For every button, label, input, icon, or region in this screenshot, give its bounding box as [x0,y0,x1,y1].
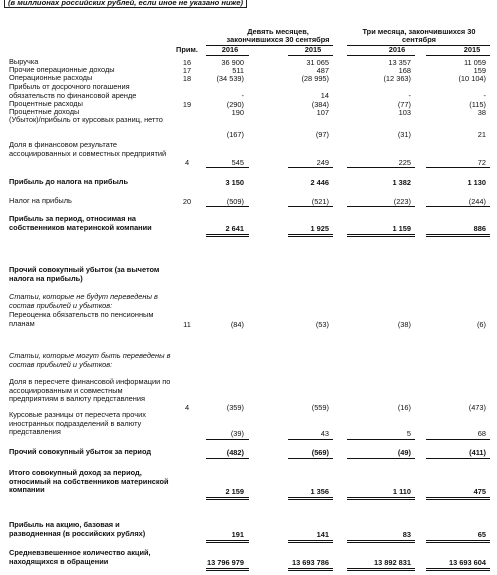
total-double-rule [426,568,490,571]
cell-value: (223) [393,197,411,206]
row-label-interest-expense: Процентные расходы [9,99,83,108]
row-note: 19 [182,100,192,109]
cell-value: (509) [226,197,244,206]
total-double-rule [426,540,490,543]
row-note: 16 [182,58,192,67]
header-rule [288,55,333,56]
cell-value: - [483,91,486,100]
cell-value: (244) [468,197,486,206]
total-double-rule [347,234,415,237]
subtotal-rule [347,458,415,459]
cell-value: (10 104) [458,74,486,83]
cell-value: (6) [476,320,486,329]
units-note: (в миллионах российских рублей, если иное не указано ниже) [4,0,247,8]
subtotal-rule [206,167,249,168]
row-label-income-tax: Налог на прибыль [9,196,72,205]
total-double-rule [347,497,415,500]
row-label-operating-expenses: Операционные расходы [9,73,93,82]
section-heading-oci: Прочий совокупный убыток (за вычетом налога на прибыль) [9,265,160,283]
row-label-lease-gain: Прибыль от досрочного погашения обязательств по финансовой аренде [9,82,137,100]
subtotal-rule [347,167,415,168]
cell-value: (31) [397,130,411,139]
cell-value: 511 [232,66,244,75]
cell-value: 31 065 [306,58,329,67]
cell-value: 475 [473,487,486,496]
subtotal-rule [206,206,249,207]
cell-value: 68 [477,429,486,438]
cell-value: 886 [473,224,486,233]
cell-value: (411) [469,448,486,457]
cell-value: (28 995) [301,74,329,83]
total-double-rule [206,568,249,571]
cell-value: 21 [477,130,486,139]
cell-value: (16) [397,403,411,412]
row-label-eps: Прибыль на акцию, базовая и разводненная (в российских рублях) [9,520,146,538]
header-rule [206,55,249,56]
cell-value: 13 892 831 [374,558,411,567]
row-note: 18 [182,74,192,83]
total-double-rule [288,568,333,571]
cell-value: 38 [477,108,486,117]
cell-value: (359) [226,403,244,412]
cell-value: 65 [477,530,486,539]
row-label-fx-translation: Курсовые разницы от пересчета прочих иностранных подразделений в валюту представления [9,410,146,437]
cell-value: 14 [320,91,329,100]
subheading-may-be-reclassified: Статьи, которые могут быть переведены в состав прибылей и убытков: [9,351,171,369]
cell-value: 2 446 [310,178,329,187]
cell-value: 191 [231,530,244,539]
cell-value: 5 [406,429,411,438]
cell-value: (473) [468,403,486,412]
row-note: 11 [183,320,191,329]
row-label-oci-total: Прочий совокупный убыток за период [9,447,152,456]
cell-value: (569) [311,448,329,457]
row-label-profit-before-tax: Прибыль до налога на прибыль [9,177,128,186]
cell-value: (38) [397,320,411,329]
cell-value: (84) [230,320,244,329]
subtotal-rule [288,439,333,440]
row-label-revenue: Выручка [9,57,39,66]
total-double-rule [206,540,249,543]
cell-value: 36 900 [221,58,244,67]
cell-value: - [408,91,411,100]
row-label-profit-for-period: Прибыль за период, относимая на собственников материнской компании [9,214,152,232]
subtotal-rule [426,458,490,459]
cell-value: (521) [311,197,329,206]
row-note: 4 [184,158,190,167]
subtotal-rule [426,439,490,440]
cell-value: (290) [226,100,244,109]
subtotal-rule [426,167,490,168]
total-double-rule [288,234,333,237]
cell-value: 190 [231,108,244,117]
cell-value: - [241,91,244,100]
row-note: 4 [184,403,190,412]
row-label-other-income: Прочие операционные доходы [9,65,115,74]
subtotal-rule [426,206,490,207]
total-double-rule [288,540,333,543]
cell-value: 3 150 [225,178,244,187]
total-double-rule [347,540,415,543]
cell-value: (167) [226,130,244,139]
subheading-not-reclassified: Статьи, которые не будут переведены в состав прибылей и убытков: [9,292,158,310]
cell-value: (559) [311,403,329,412]
cell-value: (482) [226,448,244,457]
header-rule [426,55,490,56]
cell-value: 168 [398,66,411,75]
cell-value: (77) [397,100,411,109]
cell-value: 1 356 [310,487,329,496]
cell-value: 1 130 [467,178,486,187]
cell-value: 141 [316,530,329,539]
cell-value: 11 059 [463,58,486,67]
row-note: 17 [182,66,192,75]
cell-value: 249 [316,158,329,167]
cell-value: 83 [402,530,411,539]
cell-value: (34 539) [216,74,244,83]
subtotal-rule [288,206,333,207]
row-label-associates-translation: Доля в пересчете финансовой информации по ассоциированным и совместным предприятиям в валюту представления [9,377,171,404]
cell-value: 1 159 [392,224,411,233]
cell-value: (53) [315,320,329,329]
cell-value: (39) [230,429,244,438]
header-3m-2015: 2015 [463,45,481,54]
cell-value: 103 [398,108,411,117]
subtotal-rule [347,439,415,440]
cell-value: (115) [469,100,486,109]
cell-value: 1 925 [310,224,329,233]
total-double-rule [426,234,490,237]
subtotal-rule [347,206,415,207]
row-label-pension-remeasurement: Переоценка обязательств по пенсионным планам [9,310,154,328]
total-double-rule [347,568,415,571]
cell-value: 13 693 786 [292,558,329,567]
cell-value: 1 382 [392,178,411,187]
subtotal-rule [206,458,249,459]
cell-value: 13 693 604 [449,558,486,567]
cell-value: 13 357 [388,58,411,67]
cell-value: 107 [316,108,329,117]
header-rule [347,55,415,56]
total-double-rule [288,497,333,500]
cell-value: 159 [473,66,486,75]
header-note-col: Прим. [176,45,198,54]
cell-value: (49) [397,448,411,457]
row-label-fx-result: (Убыток)/прибыль от курсовых разниц, нетто [9,115,163,124]
row-label-interest-income: Процентные доходы [9,107,80,116]
cell-value: (12 363) [383,74,411,83]
cell-value: 13 796 979 [207,558,244,567]
header-3m-2016: 2016 [388,45,406,54]
header-nine-months: Девять месяцев, закончившихся 30 сентября [226,27,330,45]
row-label-total-comprehensive-income: Итого совокупный доход за период, относимый на собственников материнской компании [9,468,169,495]
subtotal-rule [288,167,333,168]
header-three-months: Три месяца, закончившихся 30 сентября [362,27,476,45]
cell-value: 2 641 [225,224,244,233]
header-9m-2016: 2016 [221,45,239,54]
row-note: 20 [182,197,192,206]
cell-value: 487 [316,66,329,75]
cell-value: 72 [477,158,486,167]
cell-value: (384) [311,100,329,109]
cell-value: 225 [398,158,411,167]
cell-value: (97) [315,130,329,139]
row-label-weighted-shares: Средневзвешенное количество акций, находящихся в обращении [9,548,151,566]
row-label-share-of-associates: Доля в финансовом результате ассоциированных и совместных предприятий [9,140,167,158]
cell-value: 1 110 [392,487,411,496]
total-double-rule [206,234,249,237]
header-9m-2015: 2015 [304,45,322,54]
cell-value: 2 159 [225,487,244,496]
subtotal-rule [206,439,249,440]
cell-value: 545 [231,158,244,167]
total-double-rule [426,497,490,500]
subtotal-rule [288,458,333,459]
total-double-rule [206,497,249,500]
cell-value: 43 [320,429,329,438]
